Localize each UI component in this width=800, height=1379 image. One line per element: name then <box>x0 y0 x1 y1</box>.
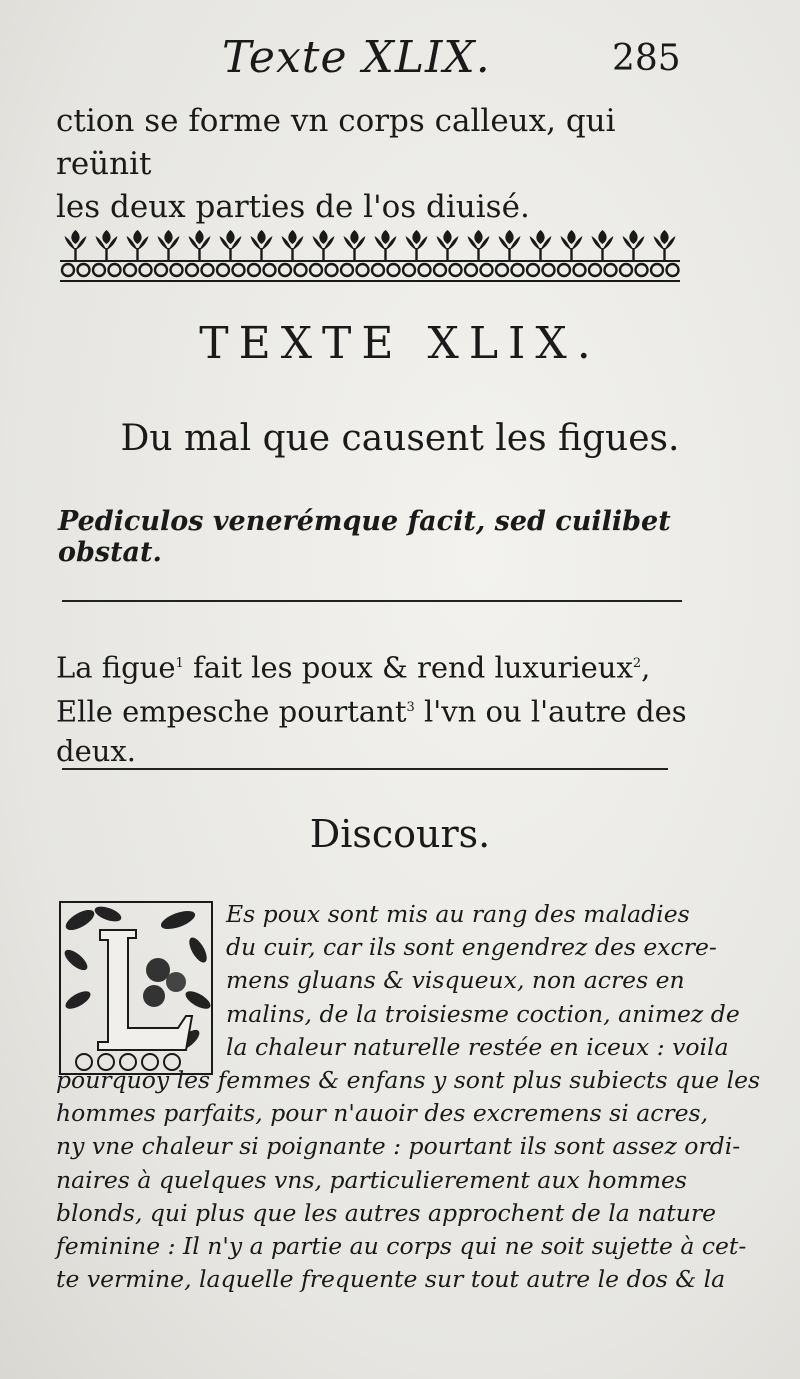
carryover-line: ction se forme vn corps calleux, qui reünit <box>56 103 616 182</box>
floral-band-ornament <box>60 226 680 284</box>
carryover-paragraph <box>56 100 686 229</box>
body-line: te vermine, laquelle frequente sur tout autre le dos & la <box>56 1265 726 1294</box>
footnote-marker: 3 <box>406 699 415 715</box>
section-subtitle: Du mal que causent les figues. <box>120 418 680 459</box>
body-line: malins, de la troisiesme coction, animez de <box>226 999 740 1028</box>
section-title: TEXTE XLIX. <box>199 318 601 369</box>
body-line: feminine : Il n'y a partie au corps qui ne soit sujette à cet- <box>56 1231 747 1260</box>
body-line: blonds, qui plus que les autres approchent de la nature <box>56 1198 717 1227</box>
divider-rule <box>62 768 668 770</box>
body-line: pourquoy les femmes & enfans y sont plus subiects que les <box>56 1065 761 1094</box>
verse-line-2: Elle empesche pourtant$^3$ l'vn ou l'autre des deux. <box>56 694 687 769</box>
footnote-marker: 2 <box>632 656 642 671</box>
footnote-marker: 1 <box>175 656 184 671</box>
french-verse <box>56 644 696 771</box>
running-head: Texte XLIX. <box>222 32 491 83</box>
page-header <box>0 28 800 88</box>
body-line: ny vne chaleur si poignante : pourtant ils sont assez ordi- <box>56 1132 741 1161</box>
body-line: la chaleur naturelle restée en iceux : voila <box>226 1032 729 1061</box>
divider-rule <box>62 600 682 602</box>
verse-line-1: La figue$^1$ fait les poux & rend luxurieux$^2$, <box>56 650 651 685</box>
carryover-line: les deux parties de l'os diuisé. <box>56 189 530 225</box>
body-line: du cuir, car ils sont engendrez des excre- <box>226 933 717 962</box>
discours-body <box>56 898 761 1296</box>
body-line: naires à quelques vns, particulierement aux hommes <box>56 1165 687 1194</box>
page-number: 285 <box>612 38 681 79</box>
latin-verse: Pediculos venerémque facit, sed cuilibet obstat. <box>58 506 671 568</box>
discours-heading: Discours. <box>309 812 491 856</box>
body-line: mens gluans & visqueux, non acres en <box>226 966 685 995</box>
body-line: hommes parfaits, pour n'auoir des excremens si acres, <box>56 1099 709 1128</box>
body-line: Es poux sont mis au rang des maladies <box>226 900 690 928</box>
